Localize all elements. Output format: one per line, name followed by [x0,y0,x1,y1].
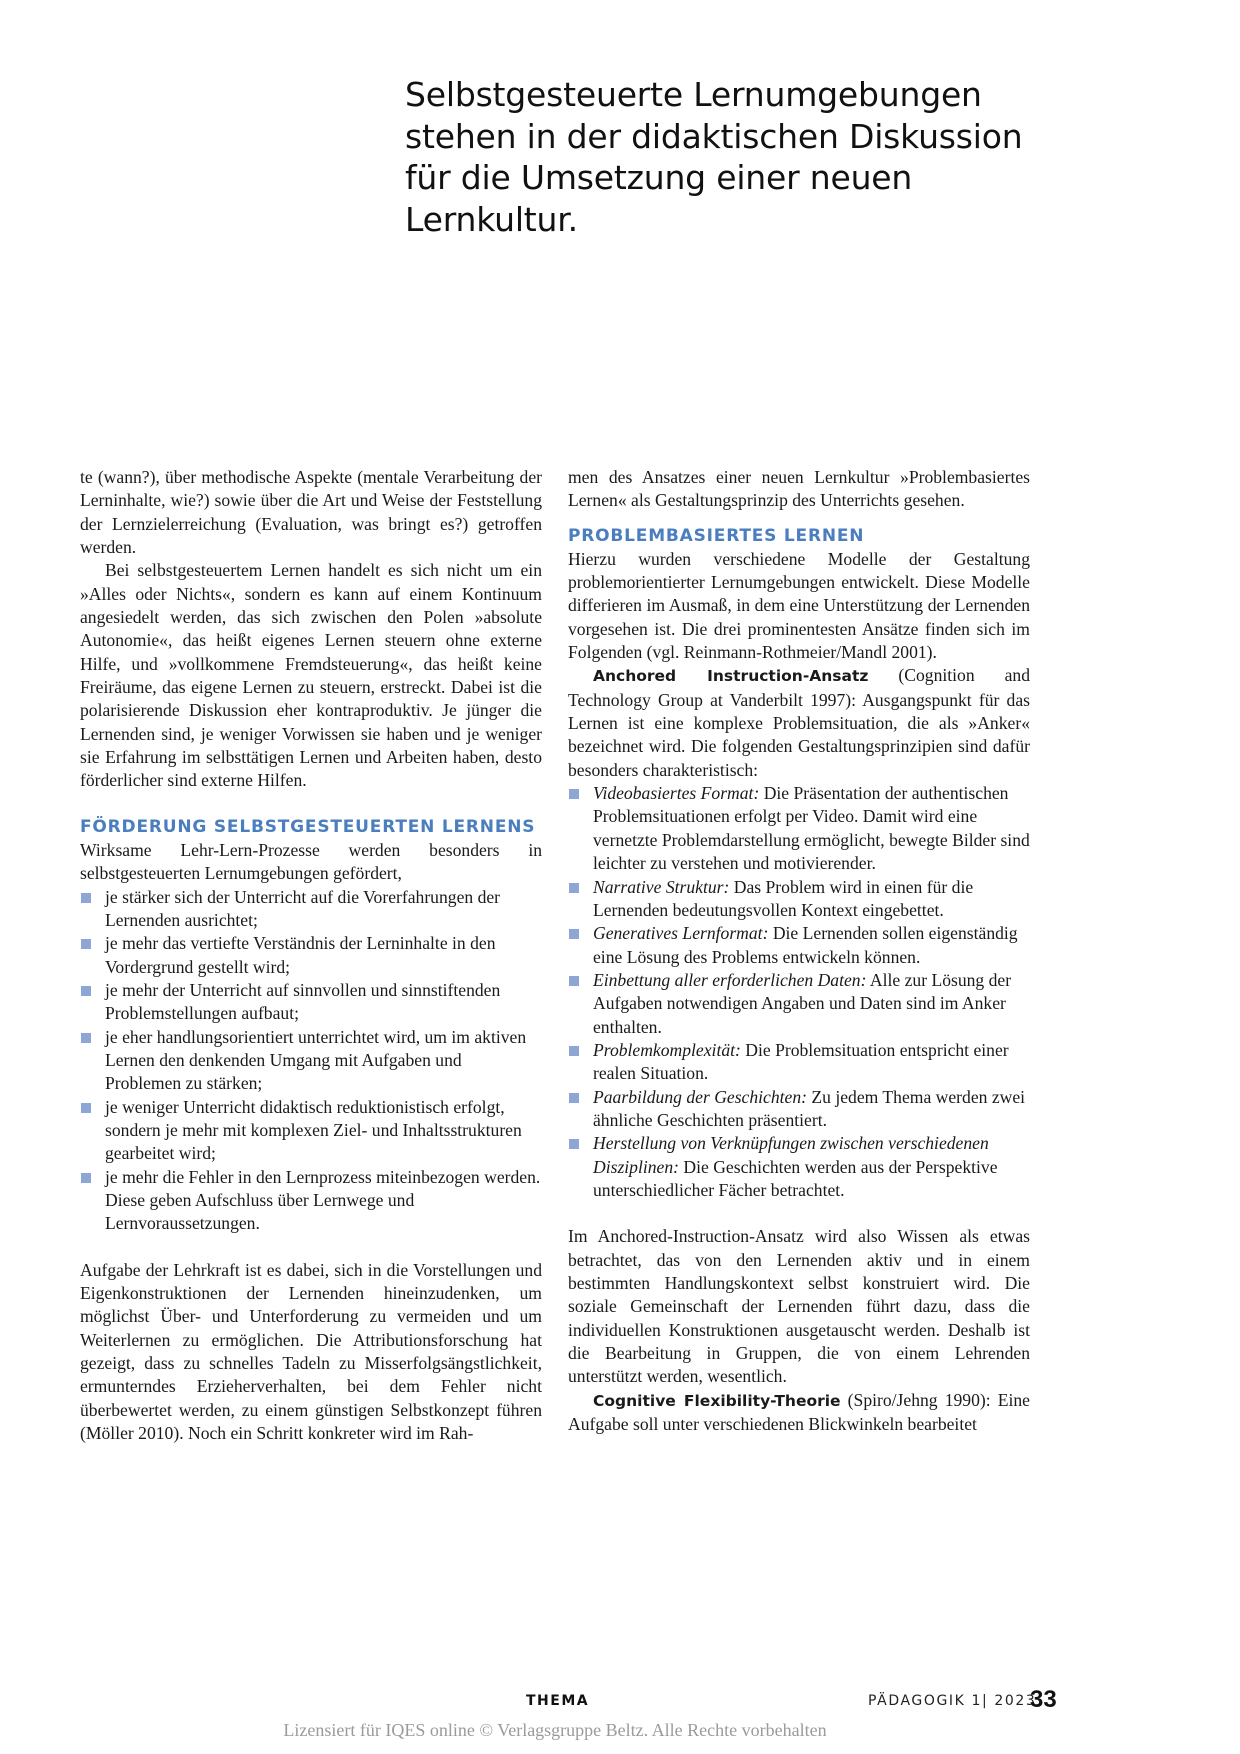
paragraph: Bei selbstgesteuertem Lernen handelt es sich nicht um ein »Alles oder Nichts«, sondern es kann auf einem Kontinuum angesiedelt werden, das sich zwischen den Polen »absolute Autonomie«, das heißt eigenes Lernen steuern ohne externe Hilfe, und »vollkommene Fremdsteuerung«, das heißt keine Freiräume, das eigene Lernen zu steuern, erstreckt. Dabei ist die polarisierende Diskussion eher kontraproduktiv. Je jünger die Lernenden sind, je weniger Vorwissen sie haben und je weniger sie Erfahrung im selbsttätigen Lernen und Arbeiten haben, desto förderlicher sind externe Hilfen. [80,560,542,791]
list-item: je mehr das vertiefte Verständnis der Lerninhalte in den Vordergrund gestellt wird; [80,932,542,979]
bullet-square-icon [569,883,579,893]
list-item: je mehr der Unterricht auf sinnvollen und sinnstiftenden Problemstellungen aufbaut; [80,979,542,1026]
term-cognitive-flexibility: Cognitive Flexibility-Theorie [593,1391,841,1410]
paragraph: Anchored Instruction-Ansatz (Cognition and Technology Group at Vanderbilt 1997): Ausgangspunkt für das Lernen ist eine komplexe Problemsituation, die als »Anker« bezeichnet wird. Die folgenden Gestaltungsprinzipien sind dafür besonders charakteristisch: [568,665,1030,780]
footer-magazine-issue: PÄDAGOGIK 1| 2023 [868,1693,1037,1709]
list-item: Problemkomplexität: Die Problemsituation entspricht einer realen Situation. [568,1039,1030,1086]
list-item: Paarbildung der Geschichten: Zu jedem Thema werden zwei ähnliche Geschichten präsentiert. [568,1086,1030,1133]
list-item: je mehr die Fehler in den Lernprozess miteinbezogen werden. Diese geben Aufschluss über Lernwege und Lernvoraussetzungen. [80,1166,542,1236]
list-item: Herstellung von Verknüpfungen zwischen verschiedenen Disziplinen: Die Geschichten werden aus der Perspektive unterschiedlicher Fächer betrachtet. [568,1132,1030,1202]
list-item: je stärker sich der Unterricht auf die Vorerfahrungen der Lernenden ausrichtet; [80,886,542,933]
list-item: Videobasiertes Format: Die Präsentation der authentischen Problemsituationen erfolgt per Video. Damit wird eine vernetzte Problemdarstellung ermöglicht, bewegte Bilder sind leichter zu verstehen und motivierender. [568,782,1030,875]
license-notice: Lizensiert für IQES online © Verlagsgruppe Beltz. Alle Rechte vorbehalten [283,1720,827,1740]
list-item: Narrative Struktur: Das Problem wird in einen für die Lernenden bedeutungsvollen Kontext eingebettet. [568,876,1030,923]
paragraph: Hierzu wurden verschiedene Modelle der Gestaltung problemorientierter Lernumgebungen entwickelt. Diese Modelle differieren im Ausmaß, in dem eine Unterstützung der Lernenden vorgesehen ist. Die drei prominentesten Ansätze finden sich im Folgenden (vgl. Reinmann-Rothmeier/Mandl 2001). [568,548,1030,663]
bullet-list [80,886,542,1236]
bullet-square-icon [81,939,91,949]
paragraph: Wirksame Lehr-Lern-Prozesse werden besonders in selbstgesteuerten Lernumgebungen gefördert, [80,839,542,884]
right-column [568,466,1030,1436]
list-item: Einbettung aller erforderlichen Daten: Alle zur Lösung der Aufgaben notwendigen Angaben und Daten sind im Anker enthalten. [568,969,1030,1039]
paragraph: te (wann?), über methodische Aspekte (mentale Verarbeitung der Lerninhalte, wie?) sowie über die Art und Weise der Feststellung der Lernzielerreichung (Evaluation, was bringt es?) getroffen werden. [80,467,542,558]
section-heading: PROBLEMBASIERTES LERNEN [568,525,865,546]
bullet-square-icon [81,1173,91,1183]
bullet-square-icon [81,1033,91,1043]
pull-quote: Selbstgesteuerte Lernumgebungen stehen in der didaktischen Diskussion für die Umsetzung einer neuen Lernkultur. [405,75,1023,239]
page-number: 33 [1030,1686,1057,1713]
paragraph: Cognitive Flexibility-Theorie (Spiro/Jehng 1990): Eine Aufgabe soll unter verschiedenen Blickwinkeln bearbeitet [568,1389,1030,1435]
left-column [80,466,542,1445]
list-item: je weniger Unterricht didaktisch reduktionistisch erfolgt, sondern je mehr mit komplexen Ziel- und Inhaltsstrukturen gearbeitet wird; [80,1096,542,1166]
list-item: je eher handlungsorientiert unterrichtet wird, um im aktiven Lernen den denkenden Umgang mit Aufgaben und Problemen zu stärken; [80,1026,542,1096]
bullet-square-icon [81,1103,91,1113]
bullet-list [568,782,1030,1202]
bullet-square-icon [569,1139,579,1149]
bullet-square-icon [569,789,579,799]
bullet-square-icon [569,929,579,939]
footer-section-label: THEMA [526,1693,590,1709]
list-item: Generatives Lernformat: Die Lernenden sollen eigenständig eine Lösung des Problems entwickeln können. [568,922,1030,969]
term-anchored-instruction: Anchored Instruction-Ansatz [593,667,869,686]
paragraph: men des Ansatzes einer neuen Lernkultur »Problembasiertes Lernen« als Gestaltungsprinzip des Unterrichts gesehen. [568,467,1030,511]
paragraph: Im Anchored-Instruction-Ansatz wird also Wissen als etwas betrachtet, das von den Lernenden aktiv und in einem bestimmten Handlungskontext selbst konstruiert wird. Die soziale Gemeinschaft der Lernenden führt dazu, dass die individuellen Konstruktionen ausgetauscht werden. Deshalb ist die Bearbeitung in Gruppen, die von einem Lehrenden unterstützt werden, wesentlich. [568,1226,1030,1387]
bullet-square-icon [81,986,91,996]
bullet-square-icon [569,1093,579,1103]
bullet-square-icon [81,893,91,903]
bullet-square-icon [569,1046,579,1056]
bullet-square-icon [569,976,579,986]
paragraph: Aufgabe der Lehrkraft ist es dabei, sich in die Vorstellungen und Eigenkonstruktionen der Lernenden hineinzudenken, um möglichst Über- und Unterforderung zu vermeiden und um Weiterlernen zu ermöglichen. Die Attributionsforschung hat gezeigt, dass zu schnelles Tadeln zu Misserfolgsängstlichkeit, ermunterndes Erzieherverhalten, bei dem Fehler nicht überbewertet werden, zu einem günstigen Selbstkonzept führen (Möller 2010). Noch ein Schritt konkreter wird im Rah- [80,1259,542,1444]
section-heading: FÖRDERUNG SELBSTGESTEUERTEN LERNENS [80,816,536,837]
